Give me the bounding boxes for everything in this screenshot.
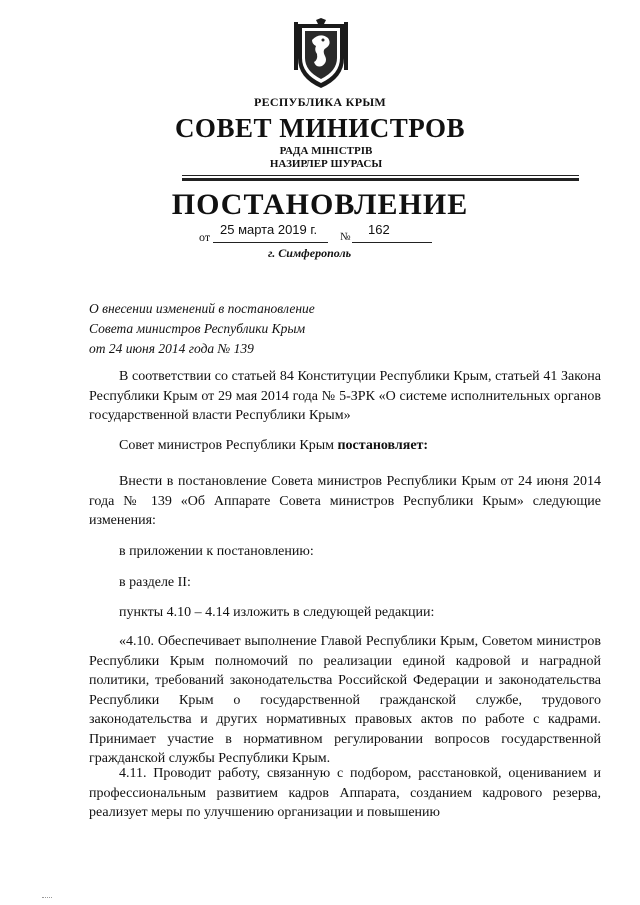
- council-title-ukrainian: РАДА МІНІСТРІВ: [279, 145, 373, 157]
- number-prefix: №: [340, 231, 351, 243]
- header-divider-thick: [182, 178, 579, 181]
- paragraph-point-4-10: «4.10. Обеспечивает выполнение Главой Республики Крым, Советом министров Республики Крым полномочий по реализации единой кадровой и наградной политики, требований законодательства Российской Федерации и законодательства Республики Крым о государственной гражданской службе, трудового законодательства и других нормативных правовых актов по работе с кадрами. Принимает участие в нормативном регулировании вопросов государственной гражданской службы Республики Крым.: [89, 634, 601, 766]
- date-underline: [213, 242, 328, 243]
- council-title-crimean-tatar: НАЗИРЛЕР ШУРАСЫ: [269, 158, 383, 170]
- paragraph-legal-basis: В соответствии со статьей 84 Конституции Республики Крым, статьей 41 Закона Республики Крым от 29 мая 2014 года № 5-ЗРК «О системе исполнительных органов государственной власти Республики Крым»: [89, 369, 601, 423]
- paragraph-points: пункты 4.10 – 4.14 изложить в следующей редакции:: [119, 605, 435, 620]
- resolves-keyword: постановляет:: [337, 438, 429, 453]
- paragraph-section: в разделе II:: [119, 575, 191, 590]
- paragraph-appendix: в приложении к постановлению:: [119, 544, 314, 559]
- decree-city: г. Симферополь: [268, 246, 352, 260]
- paragraph-amendment-intro: Внести в постановление Совета министров Республики Крым от 24 июня 2014 года № 139 «Об Аппарате Совета министров Республики Крым» следующие изменения:: [89, 474, 601, 528]
- republic-header: РЕСПУБЛИКА КРЫМ: [253, 95, 387, 109]
- header-divider-thin: [182, 175, 579, 176]
- decree-date: 25 марта 2019 г.: [220, 222, 318, 237]
- crimea-coat-of-arms-icon: [292, 18, 350, 90]
- decree-title: ПОСТАНОВЛЕНИЕ: [171, 188, 469, 221]
- decree-number: 162: [368, 222, 390, 237]
- subject-line: Совета министров Республики Крым: [89, 321, 306, 336]
- subject-line: от 24 июня 2014 года № 139: [89, 341, 254, 356]
- council-title: СОВЕТ МИНИСТРОВ: [174, 113, 466, 143]
- number-underline: [352, 242, 432, 243]
- paragraph-point-4-11: 4.11. Проводит работу, связанную с подбором, расстановкой, оцениванием и профессиональным развитием кадров Аппарата, созданием кадрового резерва, реализует меры по улучшению организации и повышению: [89, 766, 601, 820]
- decree-subject: [89, 299, 315, 359]
- paragraph-resolution: Совет министров Республики Крым постановляет:: [119, 438, 429, 453]
- scan-mark: [42, 897, 52, 898]
- subject-line: О внесении изменений в постановление: [89, 301, 315, 316]
- date-prefix: от: [199, 230, 211, 244]
